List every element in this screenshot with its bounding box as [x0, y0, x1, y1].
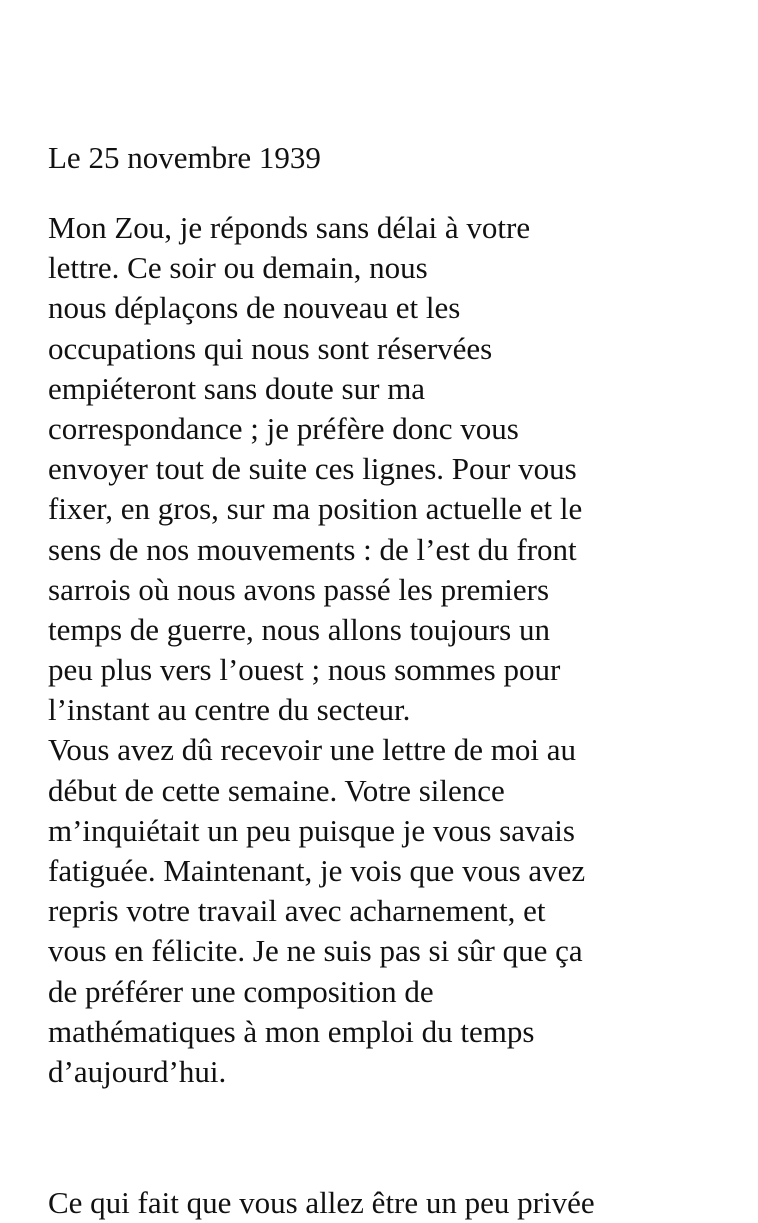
- letter-line: envoyer tout de suite ces lignes. Pour vous: [48, 451, 577, 487]
- letter-line: peu plus vers l’ouest ; nous sommes pour: [48, 652, 561, 688]
- letter-line: sens de nos mouvements : de l’est du front: [48, 531, 577, 567]
- letter-line: début de cette semaine. Votre silence: [48, 772, 505, 808]
- letter-line: empiéteront sans doute sur ma: [48, 370, 426, 406]
- letter-line: mathématiques à mon emploi du temps: [48, 1013, 535, 1049]
- letter-line: lettre. Ce soir ou demain, nous: [48, 250, 428, 286]
- letter-line: occupations qui nous sont réservées: [48, 330, 493, 366]
- letter-line: nous déplaçons de nouveau et les: [48, 290, 461, 326]
- letter-line: fatiguée. Maintenant, je vois que vous avez: [48, 853, 586, 888]
- letter-line: temps de guerre, nous allons toujours un: [48, 611, 550, 647]
- letter-line: sarrois où nous avons passé les premiers: [48, 571, 550, 607]
- letter-line: repris votre travail avec acharnement, et: [48, 893, 546, 929]
- cut-off-line: Ce qui fait que vous allez être un peu privée: [48, 1185, 595, 1220]
- letter-line: de préférer une composition de: [48, 973, 434, 1009]
- letter-line: correspondance ; je préfère donc vous: [48, 410, 519, 446]
- letter-line: Mon Zou, je réponds sans délai à votre: [48, 210, 531, 245]
- letter-line: Vous avez dû recevoir une lettre de moi au: [48, 732, 576, 768]
- letter-line: vous en félicite. Je ne suis pas si sûr que ça: [48, 933, 583, 969]
- letter-date: Le 25 novembre 1939: [48, 140, 321, 175]
- letter-line: fixer, en gros, sur ma position actuelle et le: [48, 491, 583, 527]
- letter-body: [48, 208, 748, 1092]
- letter-line: d’aujourd’hui.: [48, 1053, 227, 1089]
- letter-line: l’instant au centre du secteur.: [48, 692, 411, 728]
- letter-line: m’inquiétait un peu puisque je vous savais: [48, 812, 575, 848]
